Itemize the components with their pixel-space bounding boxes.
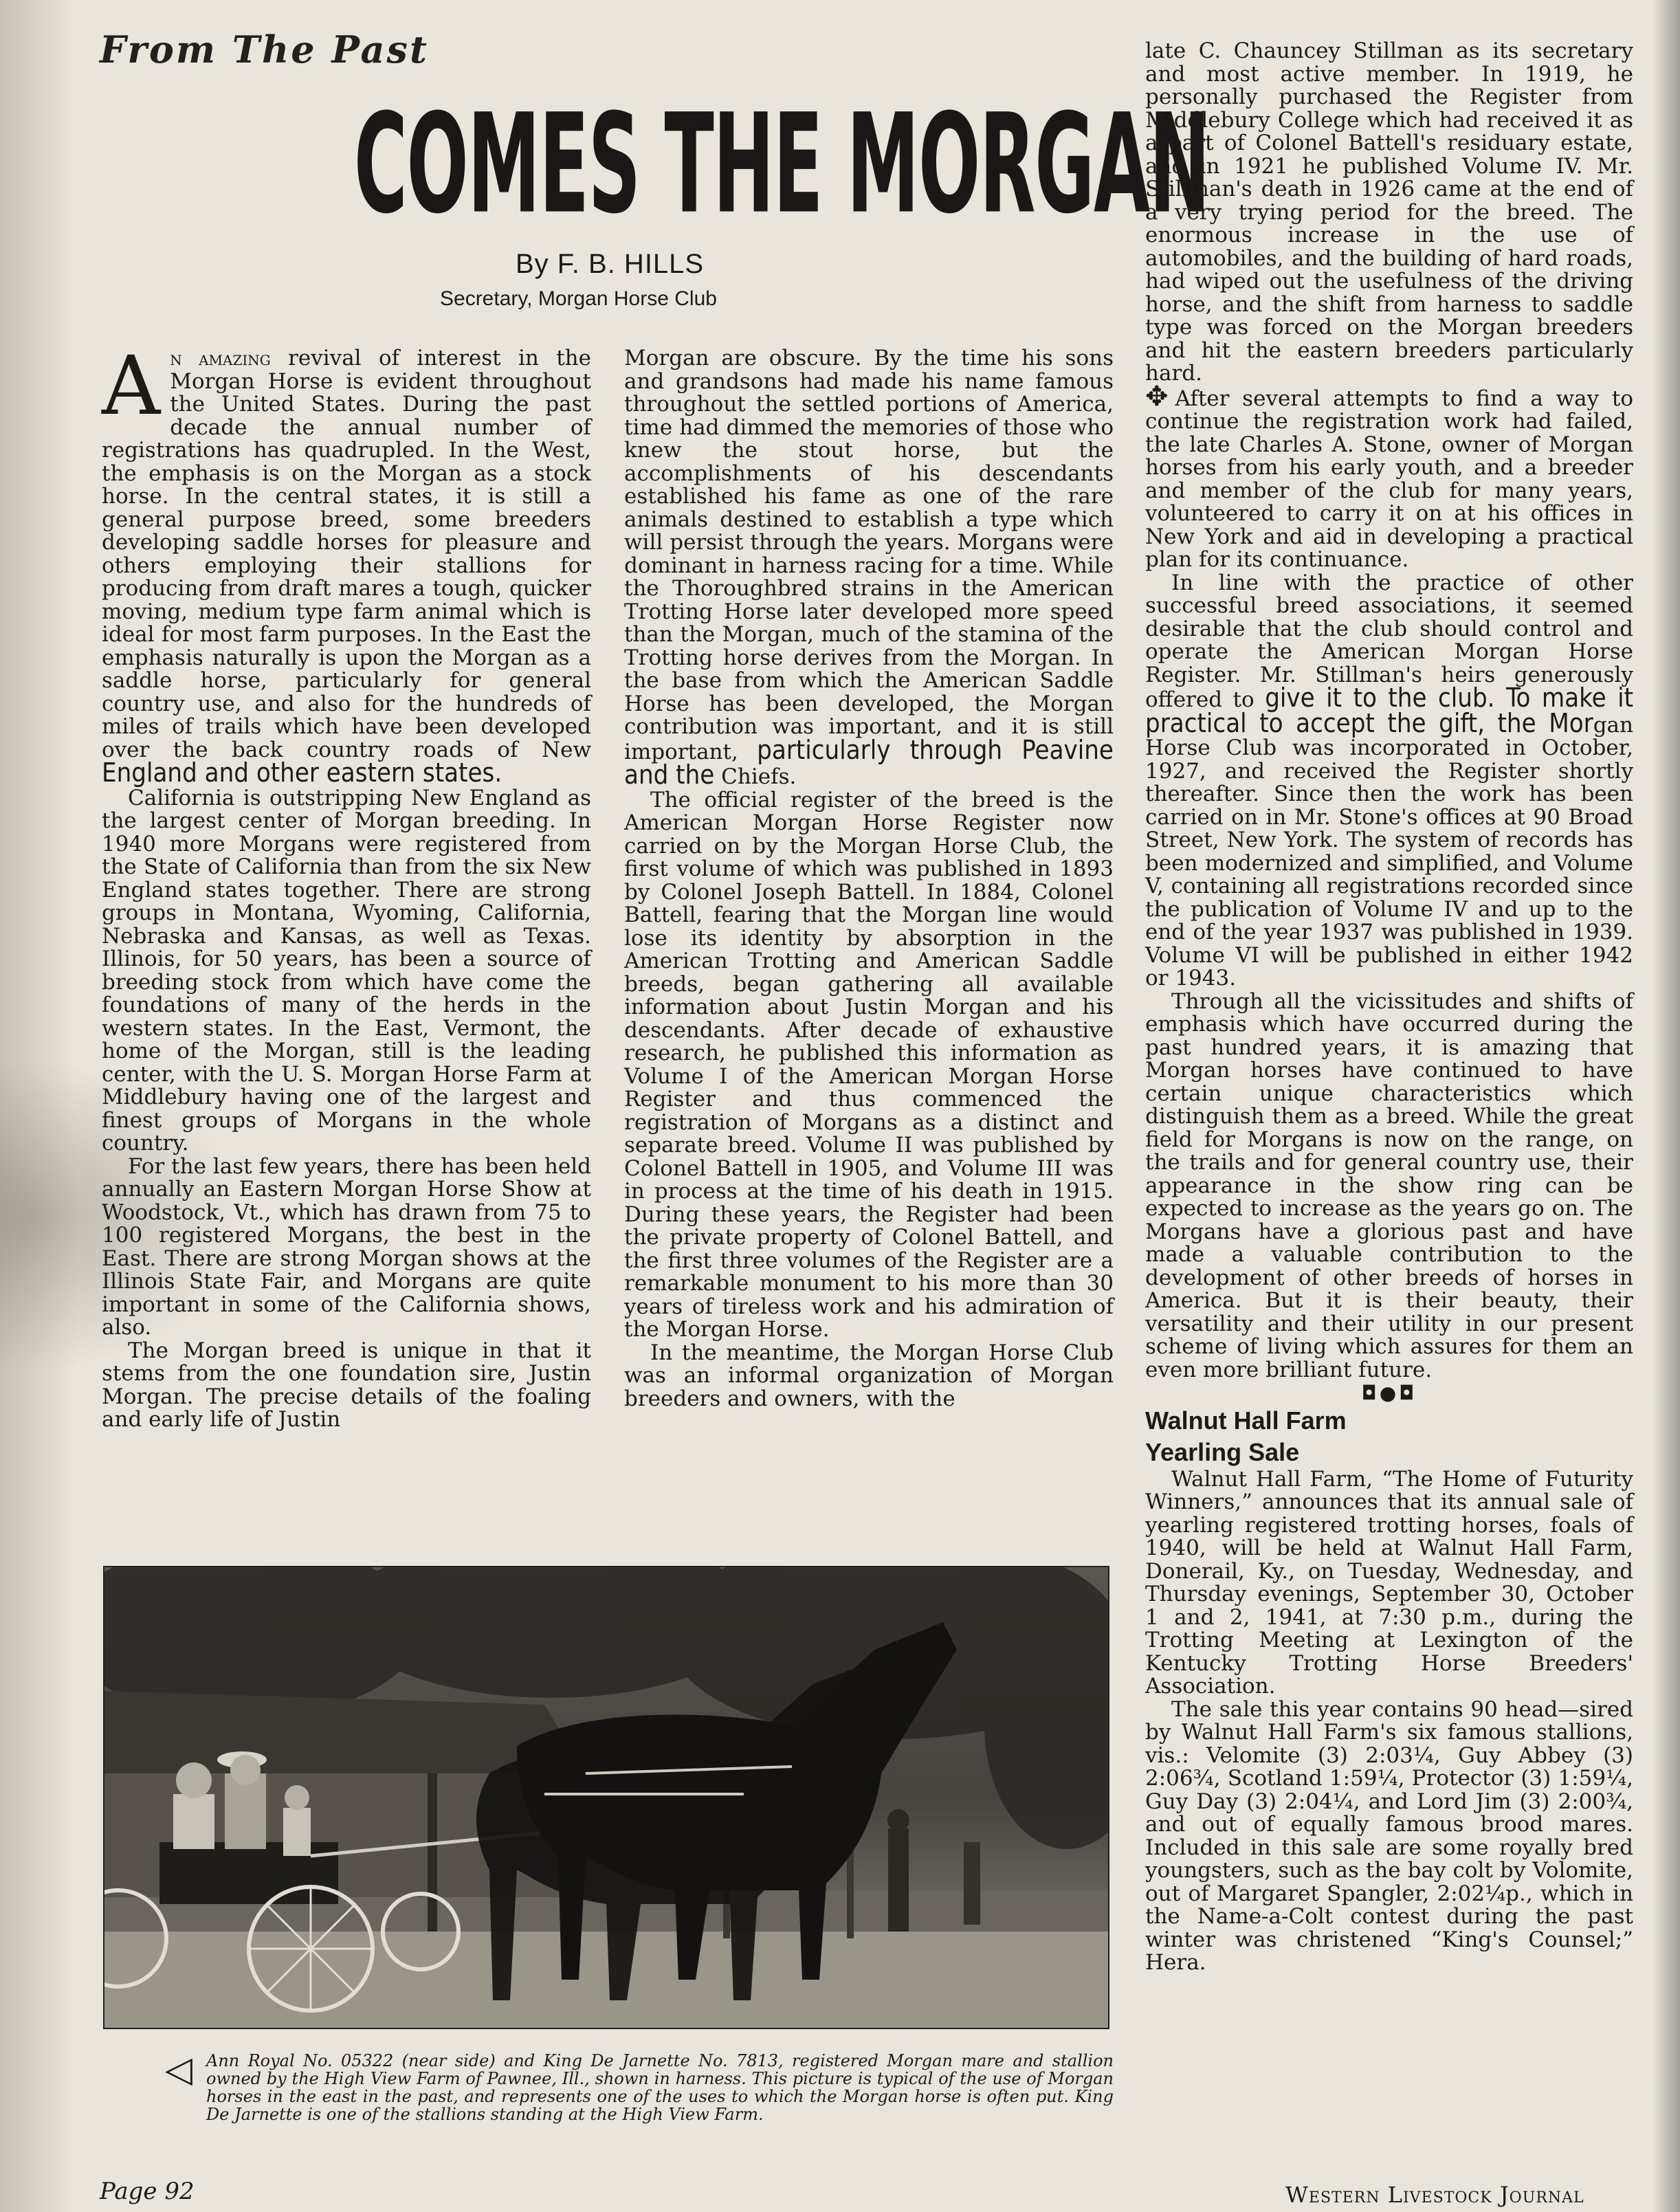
page-number: Page 92	[100, 2178, 195, 2205]
paragraph-text: Chiefs.	[714, 764, 797, 789]
paragraph-text-large: England and other eastern states.	[102, 757, 502, 788]
article-column-1	[102, 338, 591, 1526]
sidebar-heading: Walnut Hall Farm	[1145, 1406, 1347, 1435]
paragraph: In the meantime, the Morgan Horse Club was an informal organization of Morgan breeders and owners, with the	[624, 1340, 1114, 1411]
paragraph: For the last few years, there has been held annually an Eastern Morgan Horse Show at Woodstock, Vt., which has drawn from 75 to 100 registered Morgans, the best in the East. There are strong Morgan shows at the Illinois State Fair, and Morgans are quite important in some of the California shows, also.	[102, 1153, 591, 1340]
article-column-3	[1145, 38, 1634, 1975]
paragraph: Walnut Hall Farm, “The Home of Futurity Winners,” announces that its annual sale of yearling registered trotting horses, foals of 1940, will be held at Walnut Hall Farm, Donerail, Ky., on Tuesday, Wednesday, and Thursday evenings, September 30, October 1 and 2, 1941, at 7:30 p.m., during the Trotting Meeting at Lexington of the Kentucky Trotting Horse Breeders' Association.	[1145, 1466, 1633, 1699]
paragraph: The official register of the breed is the American Morgan Horse Register now carried on by the Morgan Horse Club, the first volume of which was published in 1893 by Colonel Joseph Battell. In 1884, Colonel Battell, fearing that the Morgan line would lose its identity by absorption in the American Trotting and American Saddle breeds, began gathering all available information about Justin Morgan and his descendants. After decade of exhaustive research, he published this information as Volume I of the American Morgan Horse Register and thus commenced the registration of Morgans as a distinct and separate breed. Volume II was published by Colonel Battell in 1905, and Volume III was in process at the time of his death in 1915. During these years, the Register had been the private property of Colonel Battell, and the first three volumes of the Register are a remarkable monument to his more than 30 years of tireless work and his admiration of the Morgan Horse.	[624, 787, 1114, 1342]
photo-caption: Ann Royal No. 05322 (near side) and King De Jarnette No. 7813, registered Morgan mare and stallion owned by the High View Farm of Pawnee, Ill., shown in harness. This picture is typical of the use of Morgan horses in the east in the past, and represents one of the uses to which the Morgan horse is often put. King De Jarnette is one of the stallions standing at the High View Farm.	[206, 2051, 1114, 2124]
paragraph-text: After several attempts to find a way to continue the registration work had failed, the late Charles A. Stone, owner of Morgan horses from his early youth, and a breeder and member of the club for many years, volunteered to carry it on at his offices in New York and aid in developing a practical plan for its continuance.	[1145, 386, 1633, 572]
paragraph: California is outstripping New England as the largest center of Morgan breeding. In 1940 more Morgans were registered from the State of California than from the six New England states together. There are strong groups in Montana, Wyoming, California, Nebraska and Kansas, as well as Texas. Illinois, for 50 years, has been a source of breeding stock from which have come the foundations of many of the herds in the western states. In the East, Vermont, the home of the Morgan, still is the leading center, with the U. S. Morgan Horse Farm at Middlebury having one of the largest and finest groups of Morgans in the whole country.	[102, 785, 591, 1155]
lead-in: n amazing	[170, 347, 271, 370]
paragraph	[102, 338, 591, 788]
photo-illustration	[104, 1567, 1108, 2028]
paragraph-text-large: give it to the club. To make it practical to accept the gift, the Mor	[1145, 683, 1634, 738]
paragraph-text: gan Horse Club was incorporated in October, 1927, and received the Register shortly thereafter. Since then the work has been carried on in Mr. Stone's offices at 90 Broad Street, New York. The system of records has been modernized and simplified, and Volume V, containing all registrations recorded since the publication of Volume IV and up to the end of the year 1937 was published in 1939. Volume VI will be published in either 1942 or 1943.	[1145, 712, 1633, 991]
sidebar-subheading: Yearling Sale	[1145, 1437, 1300, 1466]
headline: COMES THE MORGAN	[354, 84, 1210, 244]
ornament-icon: ✥	[1145, 380, 1169, 412]
paragraph-text-large: particularly through Peavine and the	[624, 734, 1114, 790]
paragraph	[624, 347, 1114, 789]
byline-title: Secretary, Morgan Horse Club	[440, 287, 717, 310]
section-divider: ◘●◘	[1361, 1382, 1417, 1404]
paragraph-text: revival of interest in the Morgan Horse is evident throughout the United States. During the past decade the annual number of registrations has quadrupled. In the West, the emphasis is on the Morgan as a stock horse. In the central states, it is still a general purpose breed, some breeders developing saddle horses for pleasure and others employing their stallions for producing from draft mares a tough, quicker moving, medium type farm animal which is ideal for most farm purposes. In the East the emphasis naturally is upon the Morgan as a saddle horse, particularly for general country use, and also for the hundreds of miles of trails which have been developed over the back country roads of New	[102, 346, 591, 762]
paragraph-text: Morgan are obscure. By the time his sons and grandsons had made his name famous throughout the settled portions of America, time had dimmed the memories of those who knew the stout horse, but the accomplishments of his descendants established his fame as one of the rare animals destined to establish a type which will persist through the years. Morgans were dominant in harness racing for a time. While the Thoroughbred strains in the American Trotting Horse later developed more speed than the Morgan, much of the stamina of the Trotting horse derives from the Morgan. In the base from which the American Saddle Horse has been developed, the Morgan contribution was important, and it is still important,	[624, 346, 1114, 764]
paragraph: The sale this year contains 90 head—sired by Walnut Hall Farm's six famous stallions, vis.: Velomite (3) 2:03¼, Guy Abbey (3) 2:06¾, Scotland 1:59¼, Protector (3) 1:59¼, Guy Day (3) 2:04¼, and Lord Jim (3) 2:00¾, and out of equally famous brood mares. Included in this sale are some royally bred youngsters, such as the bay colt by Volomite, out of Margaret Spangler, 2:02¼p., which in the Name-a-Colt contest during the past winter was christened “King's Counsel;” Hera.	[1145, 1696, 1633, 1975]
paragraph-text: In line with the practice of other successful breed associations, it seemed desirable that the club should control and operate the American Morgan Horse Register. Mr. Stillman's heirs generously offered to	[1145, 570, 1633, 712]
paragraph: late C. Chauncey Stillman as its secretary and most active member. In 1919, he personally purchased the Register from Middlebury College which had received it as a part of Colonel Battell's residuary estate, and in 1921 he published Volume IV. Mr. Stillman's death in 1926 came at the end of a very trying period for the breed. The enormous increase in the use of automobiles, and the building of hard roads, had wiped out the usefulness of the driving horse, and the shift from harness to saddle type was forced on the Morgan breeders and hit the eastern breeders particularly hard.	[1145, 38, 1633, 386]
article-column-2	[624, 347, 1114, 1526]
kicker: From The Past	[100, 27, 429, 71]
paragraph	[1145, 572, 1633, 991]
horse-carriage-photo	[103, 1566, 1109, 2029]
paragraph: Through all the vicissitudes and shifts of emphasis which have occurred during the past hundred years, it is amazing that Morgan horses have continued to have certain unique characteristics which distinguish them as a breed. While the great field for Morgans is now on the range, on the trails and for general country use, their appearance in the show ring can be expected to increase as the years go on. The Morgans have a glorious past and have made a valuable contribution to the development of other breeds of horses in America. But it is their beauty, their versatility and their utility in our present scheme of living which assures for them an even more brilliant future.	[1145, 988, 1633, 1382]
byline: By F. B. HILLS	[516, 249, 705, 279]
caption-pointer-icon: ◁	[165, 2049, 192, 2090]
paragraph	[1145, 380, 1633, 572]
publication-name: Western Livestock Journal	[1285, 2182, 1584, 2208]
paragraph: The Morgan breed is unique in that it stems from the one foundation sire, Justin Morgan. The precise details of the foaling and early life of Justin	[102, 1338, 591, 1432]
drop-cap: A	[102, 338, 161, 433]
